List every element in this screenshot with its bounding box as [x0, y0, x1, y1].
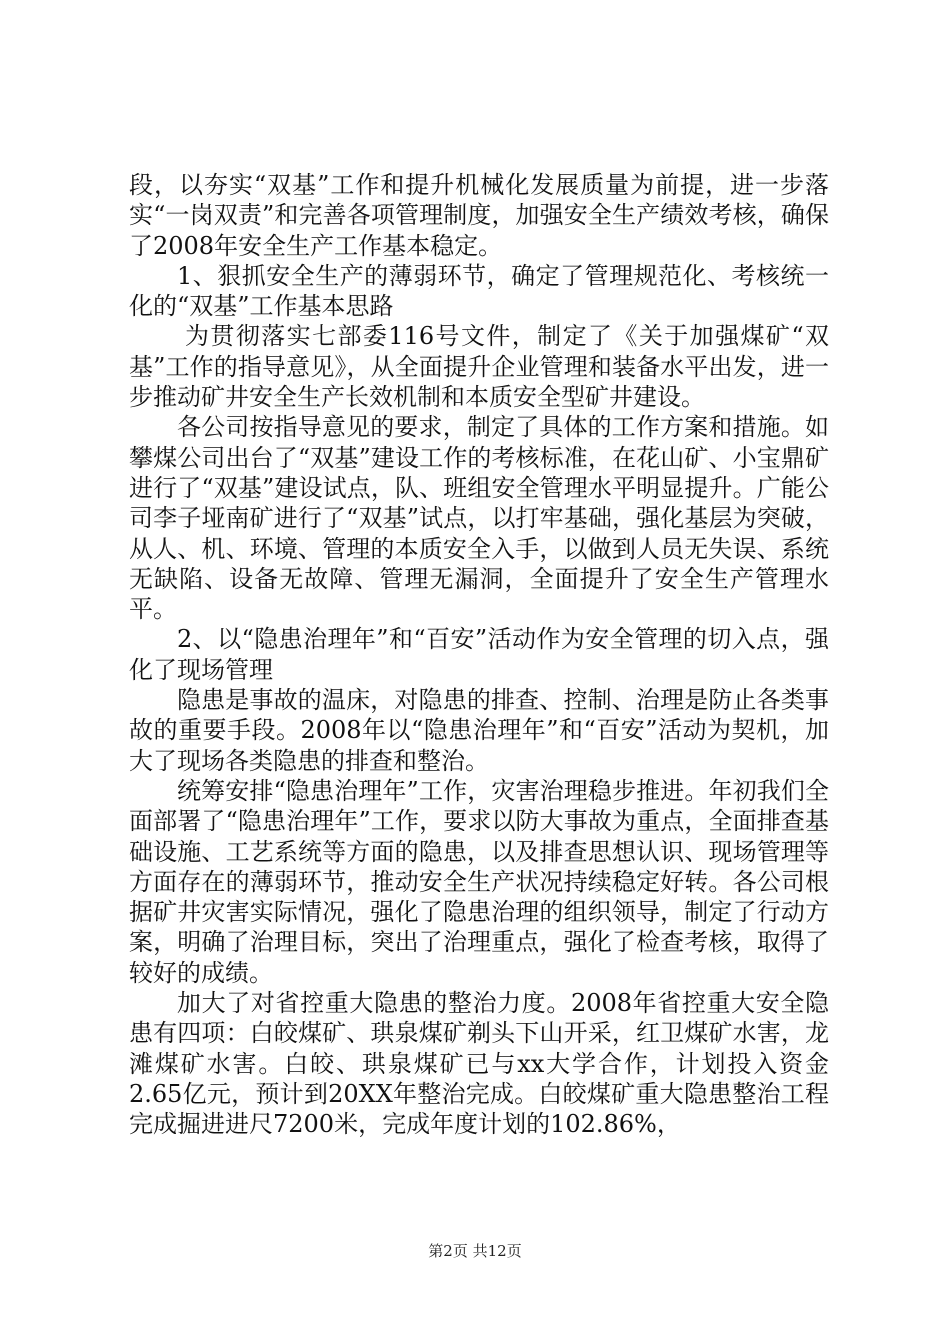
- paragraph-continuation: 段，以夯实“双基”工作和提升机械化发展质量为前提，进一步落实“一岗双责”和完善各项管理制度，加强安全生产绩效考核，确保了2008年安全生产工作基本稳定。: [129, 171, 829, 260]
- paragraph: 隐患是事故的温床，对隐患的排查、控制、治理是防止各类事故的重要手段。2008年以“隐患治理年”和“百安”活动为契机，加大了现场各类隐患的排查和整治。: [129, 686, 829, 775]
- paragraph: 加大了对省控重大隐患的整治力度。2008年省控重大安全隐患有四项：白皎煤矿、珙泉煤矿剃头下山开采，红卫煤矿水害，龙滩煤矿水害。白皎、珙泉煤矿已与xx大学合作，计划投入资金2.65亿元，预计到20XX年整治完成。白皎煤矿重大隐患整治工程完成掘进进尺7200米，完成年度计划的102.86%，: [129, 989, 829, 1139]
- document-body: [129, 170, 829, 1140]
- paragraph: 为贯彻落实七部委116号文件，制定了《关于加强煤矿“双基”工作的指导意见》，从全面提升企业管理和装备水平出发，进一步推动矿井安全生产长效机制和本质安全型矿井建设。: [129, 322, 829, 412]
- paragraph: 统筹安排“隐患治理年”工作，灾害治理稳步推进。年初我们全面部署了“隐患治理年”工作，要求以防大事故为重点，全面排查基础设施、工艺系统等方面的隐患，以及排查思想认识、现场管理等方面存在的薄弱环节，推动安全生产状况持续稳定好转。各公司根据矿井灾害实际情况，强化了隐患治理的组织领导，制定了行动方案，明确了治理目标，突出了治理重点，强化了检查考核，取得了较好的成绩。: [129, 776, 829, 987]
- page-number-footer: 第2页 共12页: [428, 1242, 522, 1260]
- section-heading-2: 2、以“隐患治理年”和“百安”活动作为安全管理的切入点，强化了现场管理: [129, 625, 829, 684]
- section-heading-1: 1、狠抓安全生产的薄弱环节，确定了管理规范化、考核统一化的“双基”工作基本思路: [129, 261, 829, 321]
- paragraph: 各公司按指导意见的要求，制定了具体的工作方案和措施。如攀煤公司出台了“双基”建设工作的考核标准，在花山矿、小宝鼎矿进行了“双基”建设试点，队、班组安全管理水平明显提升。广能公司李子垭南矿进行了“双基”试点，以打牢基础，强化基层为突破，从人、机、环境、管理的本质安全入手，以做到人员无失误、系统无缺陷、设备无故障、管理无漏洞，全面提升了安全生产管理水平。: [129, 413, 829, 624]
